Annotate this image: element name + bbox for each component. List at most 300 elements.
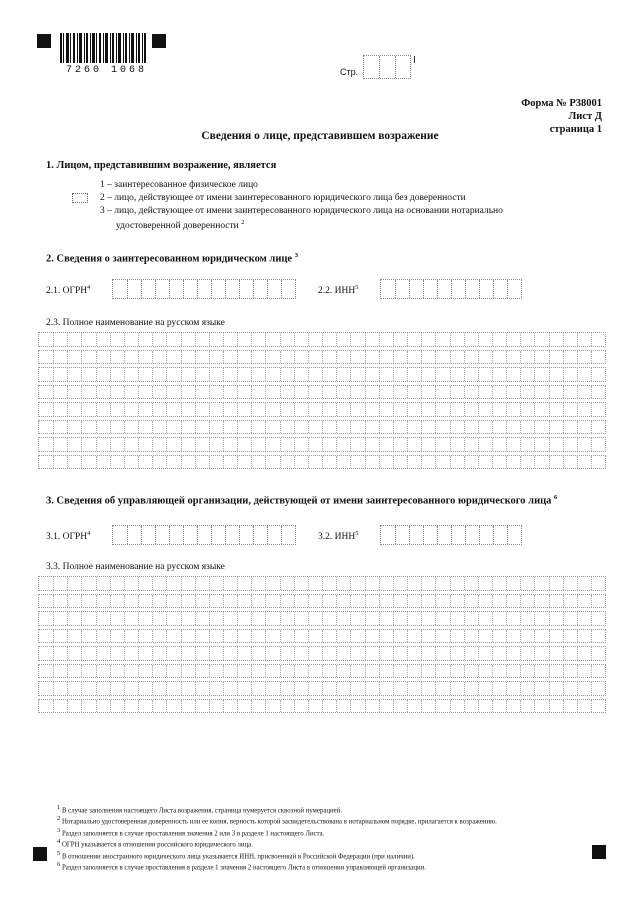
grid-cell[interactable] (549, 333, 563, 346)
grid-cell[interactable] (237, 368, 251, 381)
grid-cell[interactable] (379, 630, 393, 643)
grid-cell[interactable] (577, 456, 591, 469)
grid-cell[interactable] (450, 682, 464, 695)
grid-cell[interactable] (464, 647, 478, 660)
grid-cell[interactable] (563, 333, 577, 346)
grid-cell[interactable] (506, 351, 520, 364)
grid-cell[interactable] (435, 351, 449, 364)
grid-cell[interactable] (464, 333, 478, 346)
grid-cell[interactable] (350, 368, 364, 381)
grid-cell[interactable] (265, 700, 279, 713)
grid-cell[interactable] (350, 647, 364, 660)
grid-cell[interactable] (96, 351, 110, 364)
grid-cell[interactable] (421, 665, 435, 678)
grid-cell[interactable] (407, 595, 421, 608)
grid-cell[interactable] (407, 647, 421, 660)
grid-cell[interactable] (181, 403, 195, 416)
grid-cell[interactable] (166, 595, 180, 608)
grid-cell[interactable] (53, 403, 67, 416)
grid-cell[interactable] (67, 403, 81, 416)
grid-cell[interactable] (67, 665, 81, 678)
grid-cell[interactable] (577, 630, 591, 643)
grid-cell[interactable] (96, 630, 110, 643)
grid-cell[interactable] (534, 577, 548, 590)
grid-cell[interactable] (209, 630, 223, 643)
grid-cell[interactable] (591, 595, 605, 608)
grid-cell[interactable] (464, 386, 478, 399)
grid-cell[interactable] (152, 456, 166, 469)
grid-cell[interactable] (365, 647, 379, 660)
grid-cell[interactable] (435, 700, 449, 713)
grid-cell[interactable] (152, 577, 166, 590)
grid-cell[interactable] (181, 700, 195, 713)
grid-cell[interactable] (506, 421, 520, 434)
grid-cell[interactable] (67, 700, 81, 713)
grid-cell[interactable] (393, 403, 407, 416)
grid-cell[interactable] (393, 630, 407, 643)
grid-cell[interactable] (294, 577, 308, 590)
grid-cell[interactable] (591, 368, 605, 381)
grid-cell[interactable] (181, 577, 195, 590)
grid-cell[interactable] (67, 333, 81, 346)
grid-cell[interactable] (166, 700, 180, 713)
grid-cell[interactable] (67, 351, 81, 364)
grid-cell[interactable] (81, 333, 95, 346)
grid-cell[interactable] (393, 456, 407, 469)
grid-cell[interactable] (478, 386, 492, 399)
grid-row[interactable] (38, 699, 606, 714)
grid-cell[interactable] (450, 595, 464, 608)
grid-cell[interactable] (365, 403, 379, 416)
grid-cell[interactable] (534, 438, 548, 451)
grid-cell[interactable] (195, 682, 209, 695)
grid-cell[interactable] (166, 333, 180, 346)
grid-cell[interactable] (350, 682, 364, 695)
grid-cell[interactable] (152, 333, 166, 346)
grid-cell[interactable] (138, 456, 152, 469)
grid-cell[interactable] (39, 630, 53, 643)
grid-cell[interactable] (308, 595, 322, 608)
grid-cell[interactable] (251, 647, 265, 660)
grid-cell[interactable] (421, 456, 435, 469)
grid-cell[interactable] (322, 700, 336, 713)
grid-cell[interactable] (421, 647, 435, 660)
grid-cell[interactable] (478, 647, 492, 660)
grid-cell[interactable] (407, 682, 421, 695)
grid-cell[interactable] (435, 438, 449, 451)
grid-cell[interactable] (53, 647, 67, 660)
grid-cell[interactable] (81, 630, 95, 643)
grid-cell[interactable] (407, 403, 421, 416)
grid-cell[interactable] (478, 612, 492, 625)
grid-cell[interactable] (549, 647, 563, 660)
grid-cell[interactable] (379, 682, 393, 695)
grid-cell[interactable] (407, 386, 421, 399)
grid-cell[interactable] (435, 456, 449, 469)
grid-cell[interactable] (393, 700, 407, 713)
grid-cell[interactable] (393, 595, 407, 608)
grid-cell[interactable] (181, 682, 195, 695)
grid-cell[interactable] (237, 456, 251, 469)
grid-cell[interactable] (591, 577, 605, 590)
grid-cell[interactable] (152, 630, 166, 643)
grid-cell[interactable] (407, 368, 421, 381)
input-cell[interactable] (507, 526, 521, 544)
input-cell[interactable] (225, 280, 239, 298)
grid-cell[interactable] (265, 351, 279, 364)
grid-cell[interactable] (138, 351, 152, 364)
grid-cell[interactable] (53, 456, 67, 469)
grid-cell[interactable] (195, 421, 209, 434)
grid-cell[interactable] (577, 612, 591, 625)
grid-cell[interactable] (152, 438, 166, 451)
grid-cell[interactable] (308, 700, 322, 713)
input-cell[interactable] (169, 280, 183, 298)
grid-cell[interactable] (435, 368, 449, 381)
grid-cell[interactable] (549, 386, 563, 399)
grid-cell[interactable] (96, 368, 110, 381)
grid-cell[interactable] (251, 577, 265, 590)
grid-cell[interactable] (67, 612, 81, 625)
grid-cell[interactable] (53, 595, 67, 608)
grid-cell[interactable] (365, 630, 379, 643)
grid-cell[interactable] (209, 333, 223, 346)
grid-cell[interactable] (294, 368, 308, 381)
grid-cell[interactable] (534, 647, 548, 660)
grid-cell[interactable] (81, 577, 95, 590)
grid-cell[interactable] (421, 577, 435, 590)
grid-cell[interactable] (577, 351, 591, 364)
grid-cell[interactable] (563, 612, 577, 625)
grid-cell[interactable] (166, 456, 180, 469)
grid-cell[interactable] (294, 682, 308, 695)
grid-cell[interactable] (67, 421, 81, 434)
grid-cell[interactable] (110, 577, 124, 590)
grid-cell[interactable] (407, 577, 421, 590)
grid-cell[interactable] (450, 612, 464, 625)
grid-cell[interactable] (464, 665, 478, 678)
grid-cell[interactable] (39, 333, 53, 346)
grid-cell[interactable] (365, 612, 379, 625)
grid-cell[interactable] (152, 700, 166, 713)
grid-cell[interactable] (81, 438, 95, 451)
grid-cell[interactable] (67, 456, 81, 469)
input-cell[interactable] (281, 526, 295, 544)
grid-cell[interactable] (435, 333, 449, 346)
grid-cell[interactable] (223, 682, 237, 695)
grid-cell[interactable] (322, 368, 336, 381)
grid-cell[interactable] (110, 368, 124, 381)
input-cell[interactable] (465, 280, 479, 298)
grid-cell[interactable] (308, 665, 322, 678)
grid-cell[interactable] (464, 421, 478, 434)
grid-cell[interactable] (435, 403, 449, 416)
grid-cell[interactable] (563, 577, 577, 590)
grid-cell[interactable] (393, 421, 407, 434)
grid-cell[interactable] (251, 612, 265, 625)
grid-cell[interactable] (365, 351, 379, 364)
grid-cell[interactable] (464, 456, 478, 469)
grid-cell[interactable] (450, 577, 464, 590)
grid-cell[interactable] (520, 647, 534, 660)
grid-cell[interactable] (379, 403, 393, 416)
grid-row[interactable] (38, 576, 606, 591)
input-cell[interactable] (197, 280, 211, 298)
grid-cell[interactable] (251, 333, 265, 346)
grid-cell[interactable] (251, 438, 265, 451)
grid-cell[interactable] (96, 700, 110, 713)
grid-cell[interactable] (67, 647, 81, 660)
grid-cell[interactable] (265, 386, 279, 399)
input-cell[interactable] (253, 526, 267, 544)
grid-cell[interactable] (591, 682, 605, 695)
grid-cell[interactable] (478, 595, 492, 608)
grid-row[interactable] (38, 350, 606, 365)
grid-cell[interactable] (393, 368, 407, 381)
grid-cell[interactable] (124, 351, 138, 364)
grid-cell[interactable] (251, 351, 265, 364)
grid-cell[interactable] (506, 700, 520, 713)
grid-cell[interactable] (450, 386, 464, 399)
grid-cell[interactable] (464, 612, 478, 625)
grid-cell[interactable] (237, 665, 251, 678)
grid-cell[interactable] (322, 351, 336, 364)
grid-cell[interactable] (407, 665, 421, 678)
grid-cell[interactable] (280, 386, 294, 399)
grid-cell[interactable] (166, 351, 180, 364)
grid-cell[interactable] (195, 438, 209, 451)
grid-cell[interactable] (265, 630, 279, 643)
grid-cell[interactable] (251, 595, 265, 608)
grid-cell[interactable] (96, 665, 110, 678)
grid-cell[interactable] (407, 700, 421, 713)
input-cell[interactable] (267, 526, 281, 544)
input-cell[interactable] (211, 280, 225, 298)
grid-cell[interactable] (124, 421, 138, 434)
grid-cell[interactable] (53, 421, 67, 434)
grid-cell[interactable] (138, 647, 152, 660)
grid-cell[interactable] (138, 403, 152, 416)
grid-cell[interactable] (181, 333, 195, 346)
grid-cell[interactable] (450, 700, 464, 713)
grid-cell[interactable] (379, 577, 393, 590)
grid-cell[interactable] (350, 630, 364, 643)
grid-cell[interactable] (478, 630, 492, 643)
grid-cell[interactable] (591, 333, 605, 346)
input-cell[interactable] (183, 526, 197, 544)
grid-cell[interactable] (520, 386, 534, 399)
grid-cell[interactable] (591, 700, 605, 713)
grid-cell[interactable] (110, 682, 124, 695)
grid-cell[interactable] (520, 612, 534, 625)
grid-cell[interactable] (322, 438, 336, 451)
input-cell[interactable] (409, 526, 423, 544)
grid-cell[interactable] (577, 368, 591, 381)
grid-cell[interactable] (464, 700, 478, 713)
grid-cell[interactable] (138, 333, 152, 346)
input-cell[interactable] (169, 526, 183, 544)
grid-cell[interactable] (308, 630, 322, 643)
input-cell[interactable] (479, 526, 493, 544)
grid-cell[interactable] (39, 421, 53, 434)
grid-cell[interactable] (181, 665, 195, 678)
input-cell[interactable] (239, 280, 253, 298)
grid-cell[interactable] (209, 612, 223, 625)
grid-cell[interactable] (435, 630, 449, 643)
grid-cell[interactable] (110, 403, 124, 416)
grid-cell[interactable] (294, 612, 308, 625)
grid-row[interactable] (38, 437, 606, 452)
input-cell[interactable] (479, 280, 493, 298)
grid-cell[interactable] (81, 368, 95, 381)
grid-cell[interactable] (435, 612, 449, 625)
grid-cell[interactable] (577, 682, 591, 695)
grid-cell[interactable] (322, 333, 336, 346)
grid-cell[interactable] (393, 333, 407, 346)
grid-cell[interactable] (294, 665, 308, 678)
input-cell[interactable] (409, 280, 423, 298)
grid-cell[interactable] (350, 386, 364, 399)
grid-cell[interactable] (166, 386, 180, 399)
grid-cell[interactable] (209, 403, 223, 416)
grid-cell[interactable] (251, 665, 265, 678)
grid-cell[interactable] (336, 403, 350, 416)
grid-cell[interactable] (280, 456, 294, 469)
grid-cell[interactable] (322, 577, 336, 590)
person-type-checkbox[interactable] (72, 193, 88, 203)
grid-cell[interactable] (67, 630, 81, 643)
grid-cell[interactable] (195, 595, 209, 608)
grid-cell[interactable] (280, 700, 294, 713)
grid-cell[interactable] (563, 630, 577, 643)
grid-cell[interactable] (39, 577, 53, 590)
input-cell[interactable] (395, 526, 409, 544)
grid-cell[interactable] (534, 386, 548, 399)
grid-cell[interactable] (478, 368, 492, 381)
grid-cell[interactable] (53, 386, 67, 399)
grid-cell[interactable] (322, 595, 336, 608)
grid-cell[interactable] (350, 333, 364, 346)
grid-cell[interactable] (308, 386, 322, 399)
grid-cell[interactable] (110, 647, 124, 660)
grid-cell[interactable] (166, 403, 180, 416)
grid-cell[interactable] (67, 438, 81, 451)
grid-row[interactable] (38, 332, 606, 347)
grid-cell[interactable] (336, 438, 350, 451)
grid-cell[interactable] (435, 647, 449, 660)
grid-cell[interactable] (308, 612, 322, 625)
grid-cell[interactable] (435, 665, 449, 678)
grid-cell[interactable] (223, 421, 237, 434)
grid-cell[interactable] (195, 386, 209, 399)
grid-cell[interactable] (251, 403, 265, 416)
grid-cell[interactable] (53, 333, 67, 346)
grid-cell[interactable] (478, 333, 492, 346)
grid-cell[interactable] (209, 665, 223, 678)
grid-cell[interactable] (39, 595, 53, 608)
input-cell[interactable] (113, 280, 127, 298)
grid-cell[interactable] (534, 456, 548, 469)
grid-cell[interactable] (96, 333, 110, 346)
grid-cell[interactable] (181, 456, 195, 469)
grid-cell[interactable] (563, 647, 577, 660)
grid-cell[interactable] (280, 665, 294, 678)
grid-cell[interactable] (350, 577, 364, 590)
grid-cell[interactable] (549, 665, 563, 678)
grid-cell[interactable] (39, 700, 53, 713)
grid-cell[interactable] (251, 368, 265, 381)
grid-cell[interactable] (223, 577, 237, 590)
grid-cell[interactable] (166, 577, 180, 590)
mgmt-full-name-field[interactable] (38, 576, 606, 716)
grid-cell[interactable] (365, 386, 379, 399)
grid-cell[interactable] (336, 682, 350, 695)
grid-cell[interactable] (350, 438, 364, 451)
grid-cell[interactable] (237, 700, 251, 713)
grid-cell[interactable] (251, 630, 265, 643)
grid-cell[interactable] (251, 700, 265, 713)
mgmt-ogrn-field[interactable] (112, 525, 296, 545)
grid-cell[interactable] (577, 700, 591, 713)
grid-cell[interactable] (492, 386, 506, 399)
grid-cell[interactable] (237, 595, 251, 608)
grid-cell[interactable] (81, 386, 95, 399)
grid-cell[interactable] (591, 630, 605, 643)
grid-cell[interactable] (464, 630, 478, 643)
grid-cell[interactable] (379, 700, 393, 713)
grid-cell[interactable] (534, 630, 548, 643)
grid-cell[interactable] (96, 612, 110, 625)
grid-cell[interactable] (138, 386, 152, 399)
grid-cell[interactable] (138, 421, 152, 434)
grid-cell[interactable] (336, 421, 350, 434)
grid-cell[interactable] (67, 595, 81, 608)
grid-cell[interactable] (506, 577, 520, 590)
grid-cell[interactable] (81, 456, 95, 469)
grid-cell[interactable] (435, 682, 449, 695)
grid-cell[interactable] (350, 612, 364, 625)
grid-cell[interactable] (336, 595, 350, 608)
grid-cell[interactable] (124, 438, 138, 451)
grid-cell[interactable] (39, 456, 53, 469)
grid-cell[interactable] (365, 665, 379, 678)
grid-cell[interactable] (563, 438, 577, 451)
grid-cell[interactable] (138, 665, 152, 678)
grid-cell[interactable] (81, 682, 95, 695)
grid-cell[interactable] (534, 333, 548, 346)
grid-cell[interactable] (563, 403, 577, 416)
grid-cell[interactable] (407, 333, 421, 346)
grid-cell[interactable] (450, 456, 464, 469)
grid-cell[interactable] (223, 665, 237, 678)
mgmt-inn-field[interactable] (380, 525, 522, 545)
grid-cell[interactable] (223, 456, 237, 469)
grid-cell[interactable] (322, 456, 336, 469)
grid-cell[interactable] (110, 351, 124, 364)
grid-cell[interactable] (124, 682, 138, 695)
grid-cell[interactable] (492, 368, 506, 381)
grid-cell[interactable] (237, 630, 251, 643)
grid-cell[interactable] (294, 630, 308, 643)
grid-cell[interactable] (53, 630, 67, 643)
input-cell[interactable] (127, 526, 141, 544)
grid-cell[interactable] (209, 700, 223, 713)
grid-cell[interactable] (407, 612, 421, 625)
grid-cell[interactable] (152, 595, 166, 608)
grid-cell[interactable] (464, 368, 478, 381)
grid-cell[interactable] (265, 612, 279, 625)
grid-cell[interactable] (534, 700, 548, 713)
